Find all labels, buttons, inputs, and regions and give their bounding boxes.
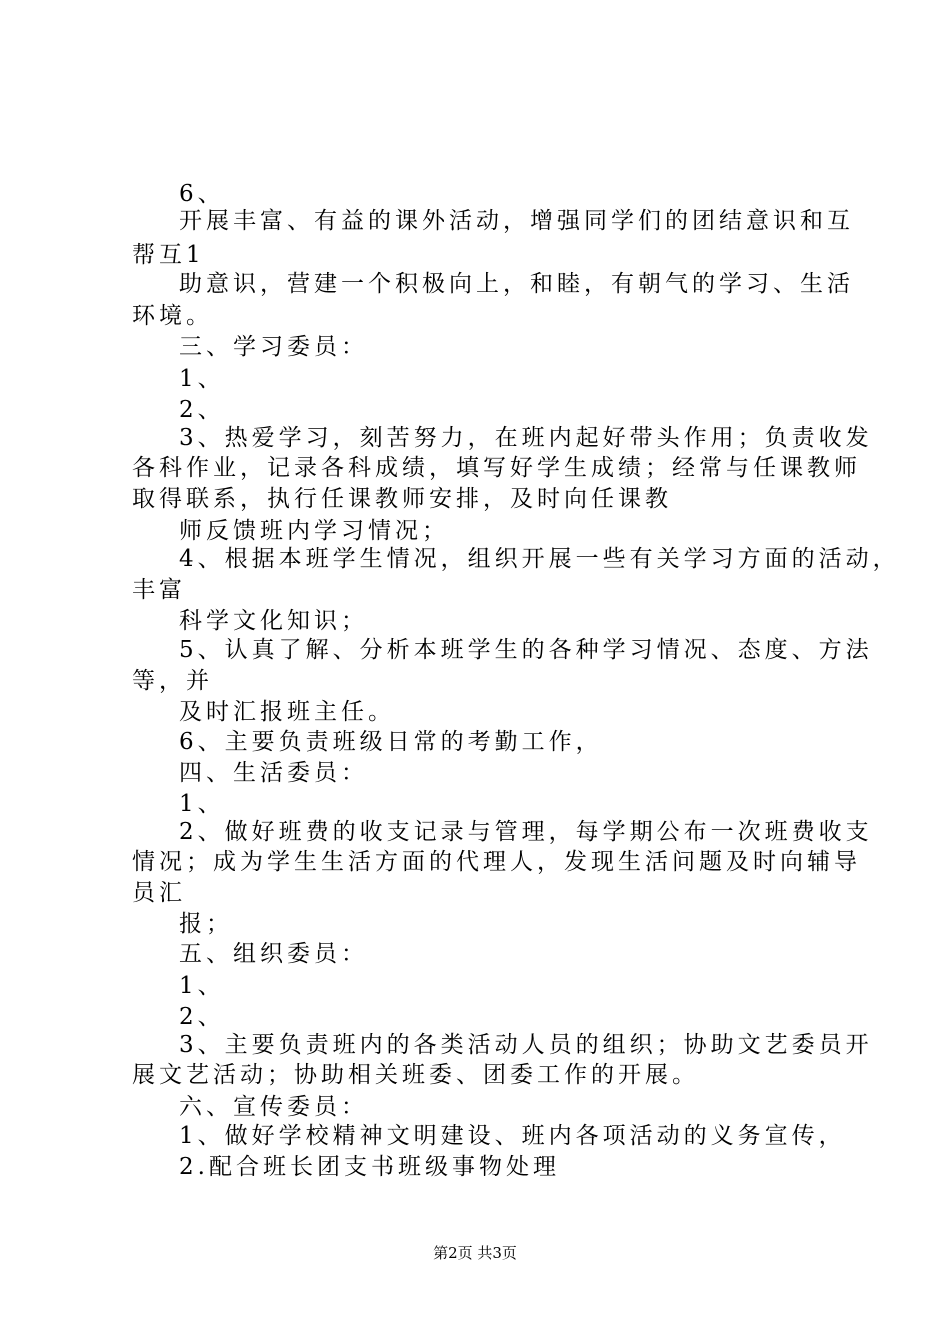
text-line: 2、 [179,397,225,423]
page-footer [0,1243,950,1263]
page-number-label: 第2页 共3页 [433,1244,517,1262]
text-line: 1、做好学校精神文明建设、班内各项活动的义务宣传， [179,1123,846,1149]
text-line: 员汇 [132,880,186,906]
text-line: 3、主要负责班内的各类活动人员的组织；协助文艺委员开 [179,1032,873,1058]
text-line: 取得联系，执行任课教师安排，及时向任课教 [132,486,672,512]
text-line: 丰富 [132,577,186,603]
text-line: 6、 [179,181,225,207]
text-line: 帮互1 [132,242,205,268]
text-line: 等，并 [132,668,213,694]
text-line: 报； [179,911,233,937]
text-line: 5、认真了解、分析本班学生的各种学习情况、态度、方法 [179,637,873,663]
text-line: 及时汇报班主任。 [179,699,395,725]
text-line: 1、 [179,366,225,392]
text-line: 2、 [179,1004,225,1030]
text-line: 情况；成为学生生活方面的代理人，发现生活问题及时向辅导 [132,849,861,875]
section-heading: 四、生活委员： [179,760,368,786]
section-heading: 五、组织委员： [179,941,368,967]
text-line: 3、热爱学习，刻苦努力，在班内起好带头作用；负责收发 [179,425,873,451]
text-line: 师反馈班内学习情况； [179,518,449,544]
text-line: 1、 [179,973,225,999]
text-line: 科学文化知识； [179,608,368,634]
text-line: 4、根据本班学生情况，组织开展一些有关学习方面的活动， [179,546,900,572]
text-line: 1、 [179,791,225,817]
text-line: 6、主要负责班级日常的考勤工作， [179,729,603,755]
section-heading: 六、宣传委员： [179,1094,368,1120]
text-line: 2、做好班费的收支记录与管理，每学期公布一次班费收支 [179,819,873,845]
text-line: 开展丰富、有益的课外活动，增强同学们的团结意识和互 [179,208,854,234]
text-line: 环境。 [132,303,213,329]
text-line: 各科作业，记录各科成绩，填写好学生成绩；经常与任课教师 [132,455,861,481]
section-heading: 三、学习委员： [179,334,368,360]
text-line: 展文艺活动；协助相关班委、团委工作的开展。 [132,1062,699,1088]
text-line: 助意识，营建一个积极向上，和睦，有朝气的学习、生活 [179,271,854,297]
text-line: 2.配合班长团支书班级事物处理 [179,1154,560,1180]
